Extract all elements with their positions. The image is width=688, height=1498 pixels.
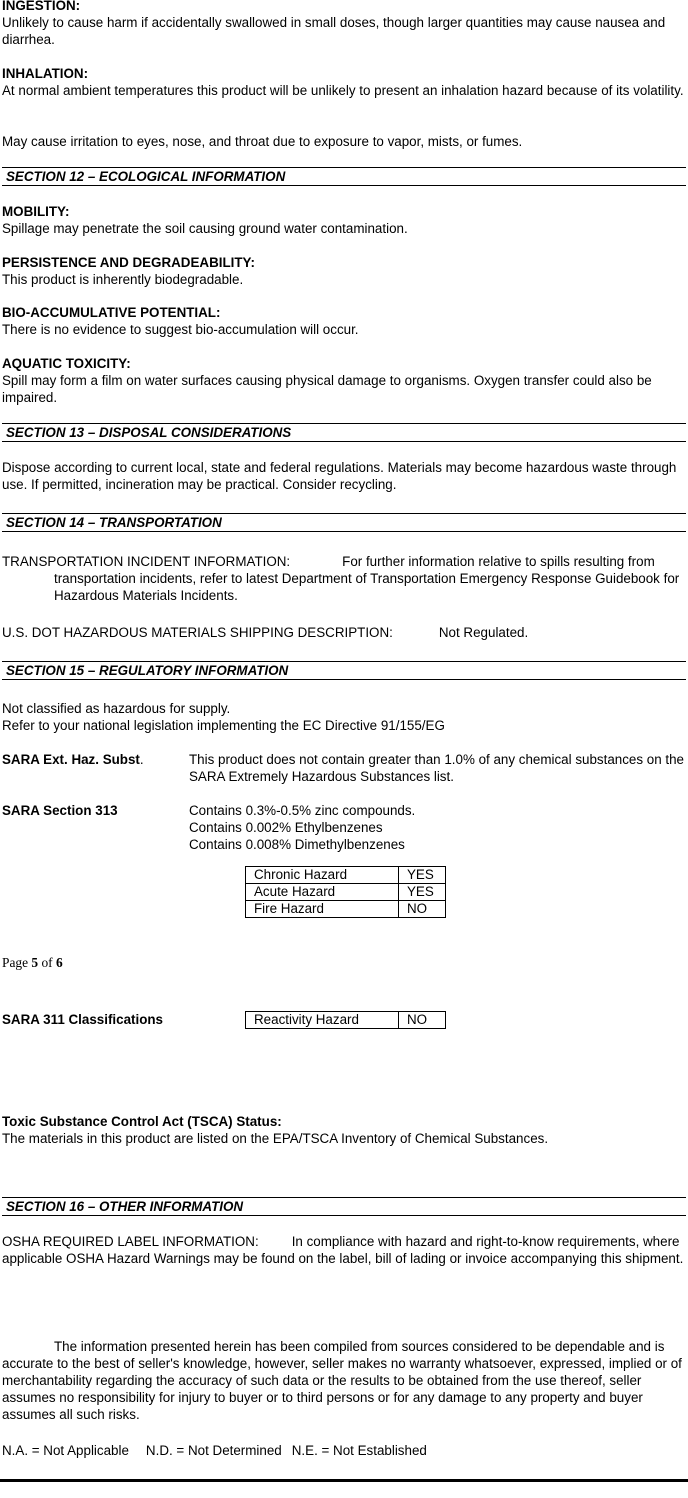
sara-313-line-3: Contains 0.008% Dimethylbenzenes <box>189 837 405 852</box>
dot-line <box>2 624 528 641</box>
table-row <box>246 901 446 918</box>
page-number: Page 5 of 6 <box>2 955 63 970</box>
transport-incident <box>2 553 688 604</box>
mobility-text: Spillage may penetrate the soil causing ground water contamination. <box>2 221 408 236</box>
section-16-header <box>2 1197 686 1216</box>
sara-311-label: SARA 311 Classifications <box>2 1012 164 1027</box>
section-16-title: SECTION 16 – OTHER INFORMATION <box>6 1199 244 1214</box>
hazard-name: Chronic Hazard <box>246 867 399 884</box>
persistence-heading: PERSISTENCE AND DEGRADEABILITY: <box>2 255 255 270</box>
section-13-header <box>2 423 686 442</box>
bio-heading: BIO-ACCUMULATIVE POTENTIAL: <box>2 305 221 320</box>
abbreviations <box>2 1442 427 1459</box>
sara-313-line-2: Contains 0.002% Ethylbenzenes <box>189 820 383 835</box>
hazard-name: Reactivity Hazard <box>246 1012 399 1029</box>
bottom-rule <box>0 1479 688 1482</box>
dot-label: U.S. DOT HAZARDOUS MATERIALS SHIPPING DESCRIPTION: <box>2 625 393 640</box>
osha-text: In compliance with hazard and right-to-know requirements, where applicable OSHA Hazard Warnings may be found on the label, bill of lading or invoice accompanying this shipment. <box>2 1234 684 1266</box>
sara-311-table <box>245 1011 446 1029</box>
disposal-text: Dispose according to current local, state and federal regulations. Materials may become hazardous waste through use. If permitted, incineration may be practical. Consider recycling. <box>2 460 677 492</box>
section-15-header <box>2 661 686 680</box>
sara-313-label: SARA Section 313 <box>2 803 118 818</box>
bio-text: There is no evidence to suggest bio-accumulation will occur. <box>2 322 359 337</box>
section-15-title: SECTION 15 – REGULATORY INFORMATION <box>6 663 289 678</box>
osha-block <box>2 1233 686 1267</box>
transport-incident-text: For further information relative to spills resulting from transportation incidents, refer to latest Department of Transportation Emergency Response Guidebook for Hazardous Materials Incidents. <box>54 554 680 603</box>
inhalation-note: May cause irritation to eyes, nose, and throat due to exposure to vapor, mists, or fumes. <box>2 134 523 149</box>
osha-label: OSHA REQUIRED LABEL INFORMATION: <box>2 1234 259 1249</box>
table-row <box>246 884 446 901</box>
sara-ext-text: This product does not contain greater than 1.0% of any chemical substances on the SARA Extremely Hazardous Substances list. <box>189 752 685 784</box>
hazard-value: NO <box>399 901 446 918</box>
table-row <box>246 1012 446 1029</box>
section-12-title: SECTION 12 – ECOLOGICAL INFORMATION <box>6 169 286 184</box>
sara-ext-label: SARA Ext. Haz. Subst. <box>2 752 144 767</box>
table-row <box>246 867 446 884</box>
hazard-name: Acute Hazard <box>246 884 399 901</box>
ingestion-text: Unlikely to cause harm if accidentally swallowed in small doses, though larger quantities may cause nausea and diarrhea. <box>2 15 666 47</box>
disclaimer-text: The information presented herein has been compiled from sources considered to be dependable and is accurate to the best of seller's knowledge, however, seller makes no warranty whatsoever, expressed, implied or of merchantability regarding the accuracy of such data or the results to be obtained from the use thereof, seller assumes no responsibility for injury to buyer or to third persons or for any damage to any property and buyer assumes all such risks. <box>2 1339 682 1422</box>
section-14-header <box>2 513 686 532</box>
tsca-text: The materials in this product are listed on the EPA/TSCA Inventory of Chemical Substances. <box>2 1131 549 1146</box>
tsca-heading: Toxic Substance Control Act (TSCA) Status: <box>2 1114 282 1129</box>
aquatic-text: Spill may form a film on water surfaces causing physical damage to organisms. Oxygen transfer could also be impaired. <box>2 373 652 405</box>
transport-incident-label: TRANSPORTATION INCIDENT INFORMATION: <box>2 554 291 569</box>
section-13-title: SECTION 13 – DISPOSAL CONSIDERATIONS <box>6 425 292 440</box>
hazard-value: YES <box>399 867 446 884</box>
hazard-value: YES <box>399 884 446 901</box>
ingestion-heading: INGESTION: <box>2 0 81 13</box>
aquatic-heading: AQUATIC TOXICITY: <box>2 356 131 371</box>
reg-line-1: Not classified as hazardous for supply. <box>2 701 231 716</box>
persistence-text: This product is inherently biodegradable. <box>2 272 244 287</box>
mobility-heading: MOBILITY: <box>2 204 70 219</box>
dot-value: Not Regulated. <box>438 625 529 640</box>
abbr-ne: N.E. = Not Established <box>291 1443 427 1458</box>
inhalation-text: At normal ambient temperatures this product will be unlikely to present an inhalation hazard because of its volatility. <box>2 83 684 98</box>
reg-line-2: Refer to your national legislation implementing the EC Directive 91/155/EG <box>2 718 445 733</box>
section-12-header <box>2 167 686 186</box>
abbr-nd: N.D. = Not Determined <box>145 1443 282 1458</box>
hazard-value: NO <box>399 1012 446 1029</box>
inhalation-heading: INHALATION: <box>2 66 89 81</box>
hazard-table <box>245 866 446 918</box>
sara-313-line-1: Contains 0.3%-0.5% zinc compounds. <box>189 803 416 818</box>
section-14-title: SECTION 14 – TRANSPORTATION <box>6 515 222 530</box>
hazard-name: Fire Hazard <box>246 901 399 918</box>
abbr-na: N.A. = Not Applicable <box>2 1443 129 1458</box>
